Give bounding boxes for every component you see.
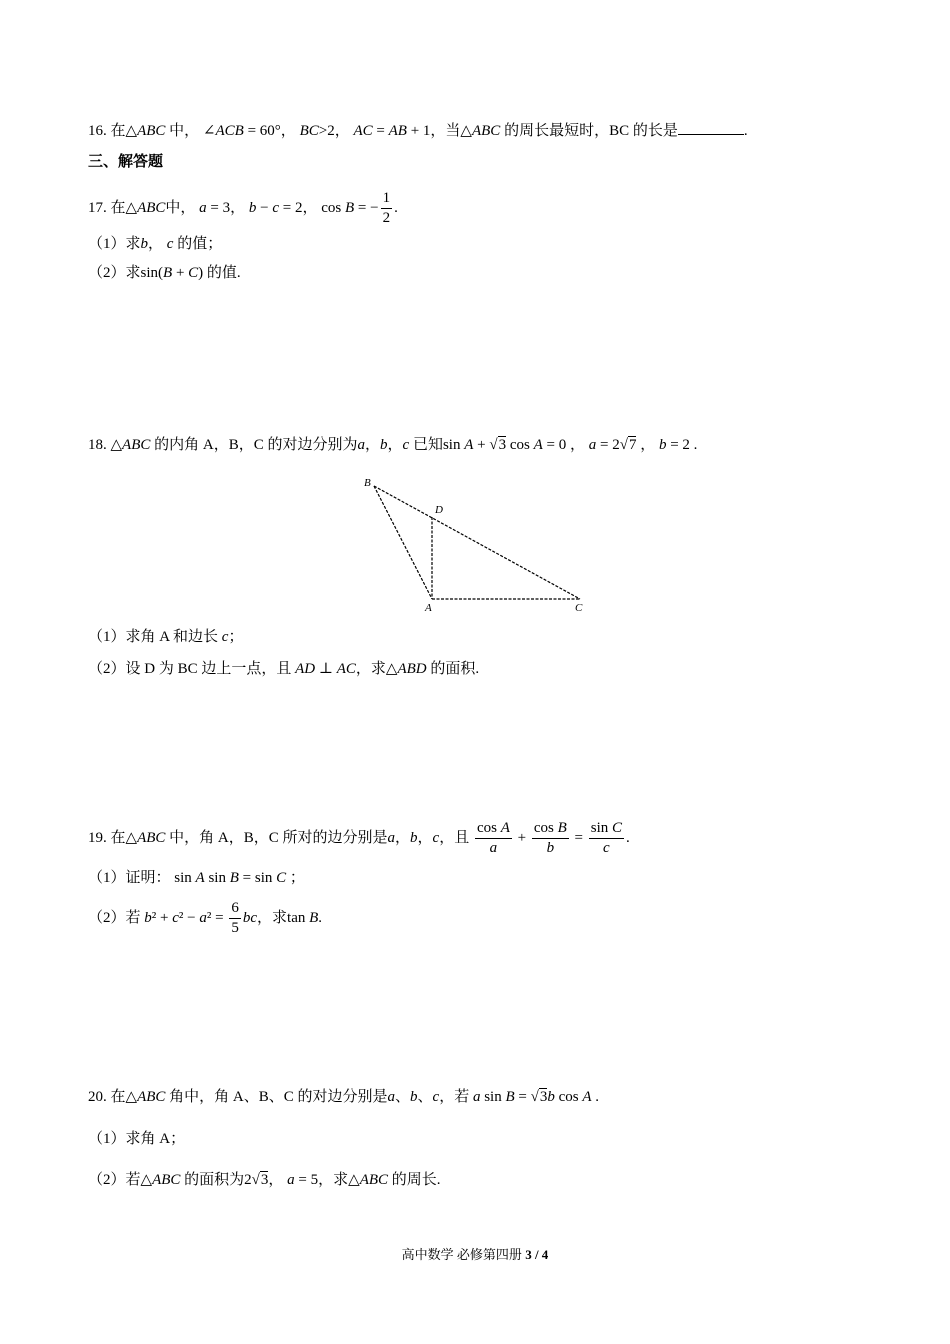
question-17: 17. 在△ABC中， a = 3， b − c = 2， cos B = − $\frac{1}{2}$ .	[88, 190, 398, 227]
question-16: 16. 在△ABC 中， ∠ACB = 60°， BC>2， AC = AB + 1，当△ABC 的周长最短时，BC 的长是 .	[88, 120, 748, 141]
label-b: B	[364, 477, 371, 489]
triangle-figure	[360, 472, 600, 614]
question-20: 20. 在△ABC 角中，角 A、B、C 的对边分别是a、b、c，若 a sin B = √3b cos A .	[88, 1089, 600, 1105]
q17-part-1: （1）求b， c 的值；	[88, 236, 223, 252]
label-d: D	[435, 504, 443, 516]
answer-blank	[678, 120, 744, 135]
q19-part-2: （2）若 b² + c² − a² = $\frac{6}{5}$ bc，求tan B.	[88, 900, 323, 937]
page-footer: 高中数学 必修第四册 3 / 4	[401, 1247, 549, 1262]
q20-part-2: （2）若△ABC 的面积为2√3， a = 5，求△ABC 的周长.	[88, 1172, 441, 1188]
question-18: 18. △ABC 的内角 A，B，C 的对边分别为a，b，c 已知sin A + √3 cos A = 0 ， a = 2√7 ， b = 2 .	[88, 437, 698, 453]
edge-ba	[374, 486, 432, 599]
section-title: 三、解答题	[88, 154, 164, 170]
q18-part-1: （1）求角 A 和边长 c；	[88, 629, 244, 645]
q19-part-1: （1）证明： sin A sin B = sin C ；	[88, 870, 305, 886]
question-19: 19. 在△ABC 中，角 A，B，C 所对的边分别是a，b，c，且 $\frac{\text{cos A}}{a}$ + $\frac{\text{cos B}}{b}$ = $\frac{\text{sin C}}{c}$ .	[88, 820, 630, 857]
q20-part-1: （1）求角 A；	[88, 1131, 186, 1147]
q17-part-2: （2）求sin(B + C) 的值.	[88, 265, 241, 281]
q18-part-2: （2）设 D 为 BC 边上一点，且 AD ⊥ AC，求△ABD 的面积.	[88, 661, 480, 677]
page-number: 3 / 4	[525, 1247, 549, 1262]
label-a: A	[425, 602, 432, 614]
label-c: C	[575, 602, 583, 614]
edge-bc	[374, 486, 580, 599]
